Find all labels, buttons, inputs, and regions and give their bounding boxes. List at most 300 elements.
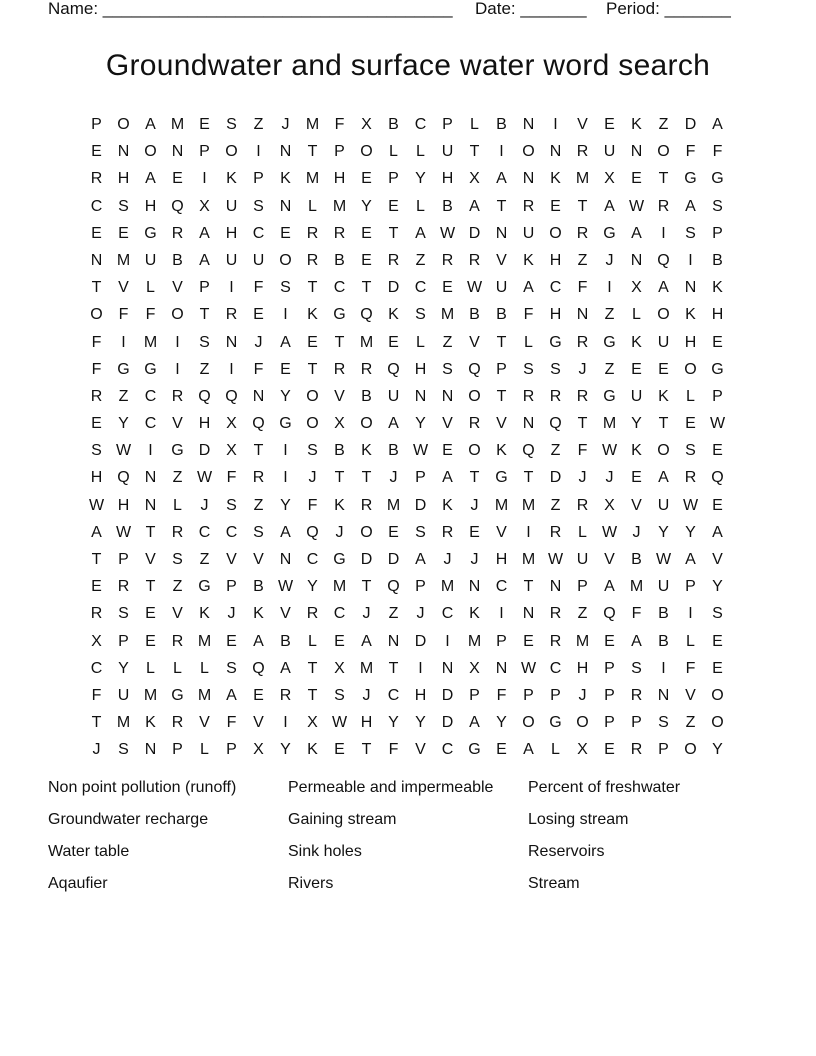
grid-letter: Y [685,523,696,541]
grid-letter: Y [415,170,426,188]
grid-letter: R [171,224,184,242]
grid-letter: J [605,251,614,269]
grid-letter: U [225,197,238,215]
grid-letter: M [575,632,590,650]
grid-letter: P [334,143,345,161]
grid-letter: N [279,143,292,161]
grid-letter: E [685,415,696,433]
grid-letter: O [306,387,319,405]
grid-letter: S [118,605,129,623]
word-item: Stream [528,875,580,892]
grid-letter: S [253,523,264,541]
grid-letter: O [576,714,589,732]
grid-letter: G [603,224,616,242]
grid-letter: T [577,415,588,433]
grid-letter: X [226,415,237,433]
grid-letter: Y [658,523,669,541]
grid-letter: C [495,578,508,596]
grid-letter: U [603,143,616,161]
grid-letter: Q [198,387,211,405]
grid-letter: Z [415,251,426,269]
grid-letter: L [308,632,317,650]
grid-letter: N [684,279,697,297]
grid-letter: N [468,578,481,596]
grid-letter: K [685,306,696,324]
grid-letter: A [199,251,210,269]
grid-letter: Z [685,714,696,732]
grid-letter: O [522,714,535,732]
grid-letter: Y [388,714,399,732]
grid-letter: G [333,551,346,568]
grid-letter: I [229,360,234,378]
grid-letter: C [144,387,157,405]
grid-letter: K [631,333,642,351]
grid-letter: P [118,551,129,568]
grid-letter: Y [280,741,291,759]
grid-letter: E [550,197,561,215]
grid-letter: N [495,659,508,677]
grid-letter: C [306,551,319,568]
grid-letter: E [469,523,480,541]
grid-letter: O [657,306,670,324]
grid-letter: F [388,741,399,759]
grid-letter: F [577,442,588,460]
grid-letter: H [144,197,157,215]
grid-letter: T [388,659,399,677]
grid-letter: Z [253,496,264,514]
grid-letter: O [549,224,562,242]
grid-letter: G [171,686,184,704]
grid-letter: H [684,333,697,351]
grid-letter: Q [252,415,265,433]
grid-letter: I [553,116,558,133]
grid-letter: R [171,632,184,650]
grid-letter: R [549,387,562,405]
grid-letter: P [523,686,534,704]
grid-letter: W [331,714,348,732]
grid-letter: U [657,496,670,514]
grid-letter: L [389,143,398,161]
grid-letter: R [333,360,346,378]
grid-letter: A [712,116,723,133]
grid-letter: H [90,469,103,487]
grid-letter: N [522,605,535,623]
grid-letter: U [630,387,643,405]
grid-letter: S [523,360,534,378]
grid-letter: U [657,333,670,351]
grid-letter: J [470,551,479,568]
word-list [48,778,768,906]
grid-letter: L [524,333,533,351]
grid-letter: O [522,143,535,161]
grid-letter: T [307,143,318,161]
grid-letter: U [252,251,265,269]
grid-letter: V [631,496,642,514]
grid-letter: H [549,306,562,324]
grid-letter: T [91,551,102,568]
grid-letter: U [441,143,454,161]
grid-letter: J [578,686,587,704]
grid-letter: P [442,116,453,133]
grid-letter: T [307,659,318,677]
grid-letter: V [496,251,507,269]
grid-letter: U [522,224,535,242]
grid-letter: P [172,741,183,759]
grid-letter: P [469,686,480,704]
grid-letter: C [252,224,265,242]
grid-letter: E [361,224,372,242]
grid-letter: K [388,306,399,324]
grid-letter: W [466,279,483,297]
grid-letter: V [334,387,345,405]
grid-letter: E [361,251,372,269]
grid-letter: T [307,279,318,297]
grid-letter: C [90,197,103,215]
grid-letter: L [146,659,155,677]
grid-letter: V [253,714,264,732]
grid-letter: D [414,632,427,650]
word-item: Sink holes [288,843,362,860]
grid-letter: Y [712,741,723,759]
grid-letter: P [604,659,615,677]
grid-letter: P [577,578,588,596]
grid-letter: R [171,387,184,405]
grid-letter: V [172,279,183,297]
grid-letter: R [441,251,454,269]
grid-letter: D [441,686,454,704]
grid-letter: J [362,686,371,704]
grid-letter: L [686,632,695,650]
grid-letter: L [416,197,425,215]
grid-letter: S [631,659,642,677]
grid-letter: O [468,442,481,460]
grid-letter: R [657,197,670,215]
grid-letter: E [523,632,534,650]
grid-letter: A [712,523,723,541]
grid-letter: B [253,578,264,596]
grid-letter: H [711,306,724,324]
grid-letter: M [521,496,536,514]
grid-letter: W [277,578,294,596]
grid-letter: N [630,143,643,161]
grid-letter: A [415,224,426,242]
grid-letter: G [711,170,724,188]
grid-letter: N [522,170,535,188]
grid-letter: K [280,170,291,188]
grid-letter: R [630,741,643,759]
grid-letter: N [495,224,508,242]
grid-letter: H [441,170,454,188]
grid-letter: O [279,251,292,269]
grid-letter: W [547,551,564,568]
grid-letter: L [470,116,479,133]
grid-letter: G [117,360,130,378]
grid-letter: S [712,605,723,623]
grid-letter: E [253,686,264,704]
grid-letter: I [688,605,693,623]
grid-letter: B [334,442,345,460]
grid-letter: M [440,306,455,324]
grid-letter: N [576,306,589,324]
grid-letter: E [388,523,399,541]
word-item: Water table [48,843,130,860]
grid-letter: R [279,686,292,704]
grid-letter: K [307,741,318,759]
grid-letter: F [685,659,696,677]
grid-letter: E [145,605,156,623]
grid-letter: P [388,170,399,188]
grid-letter: T [361,741,372,759]
grid-letter: O [711,714,724,732]
grid-letter: M [116,714,131,732]
grid-letter: V [496,523,507,541]
grid-letter: K [523,251,534,269]
grid-letter: E [361,170,372,188]
grid-letter: Y [280,387,291,405]
grid-letter: P [550,686,561,704]
grid-letter: I [661,224,666,242]
grid-letter: P [712,387,723,405]
grid-letter: D [441,714,454,732]
grid-letter: E [118,224,129,242]
grid-letter: T [361,578,372,596]
grid-letter: M [332,197,347,215]
grid-letter: T [496,387,507,405]
grid-letter: N [279,551,292,568]
grid-letter: G [684,170,697,188]
grid-letter: C [414,116,427,133]
grid-letter: A [631,224,642,242]
grid-letter: K [226,170,237,188]
grid-letter: J [443,551,452,568]
grid-letter: A [604,578,615,596]
grid-letter: Y [415,415,426,433]
grid-letter: N [144,741,157,759]
grid-letter: C [441,741,454,759]
grid-letter: V [415,741,426,759]
grid-letter: L [200,659,209,677]
grid-letter: E [712,442,723,460]
grid-letter: V [172,605,183,623]
grid-letter: P [118,632,129,650]
grid-letter: R [576,333,589,351]
grid-letter: V [469,333,480,351]
grid-letter: N [441,659,454,677]
grid-letter: Y [415,714,426,732]
grid-letter: S [118,741,129,759]
grid-letter: A [145,116,156,133]
grid-letter: A [91,523,102,541]
grid-letter: W [439,224,456,242]
grid-letter: M [197,632,212,650]
grid-letter: O [657,143,670,161]
grid-letter: C [549,279,562,297]
grid-letter: A [442,469,453,487]
grid-letter: R [630,686,643,704]
grid-letter: V [712,551,723,568]
grid-letter: U [657,578,670,596]
grid-letter: D [198,442,211,460]
student-info-header [48,0,748,20]
grid-letter: K [631,116,642,133]
name-field: Name: _____________________________________ [48,0,453,18]
grid-letter: F [91,360,102,378]
grid-letter: W [115,523,132,541]
grid-letter: O [711,686,724,704]
grid-letter: G [333,306,346,324]
grid-letter: Y [631,415,642,433]
grid-letter: H [360,714,373,732]
grid-letter: T [334,333,345,351]
grid-letter: Z [388,605,399,623]
grid-letter: K [631,442,642,460]
grid-letter: K [658,387,669,405]
grid-letter: Q [252,659,265,677]
grid-letter: T [496,197,507,215]
grid-letter: G [603,387,616,405]
grid-letter: Z [577,251,588,269]
grid-letter: L [173,496,182,514]
grid-letter: Z [658,116,669,133]
grid-letter: S [91,442,102,460]
grid-letter: J [200,496,209,514]
grid-letter: A [280,523,291,541]
grid-letter: E [604,741,615,759]
grid-letter: C [198,523,211,541]
grid-letter: K [496,442,507,460]
grid-letter: R [549,605,562,623]
grid-letter: H [576,659,589,677]
grid-letter: Q [387,578,400,596]
grid-letter: I [148,442,153,460]
grid-letter: R [549,523,562,541]
grid-letter: P [604,714,615,732]
grid-letter: Z [199,551,210,568]
grid-letter: Q [549,415,562,433]
grid-letter: E [253,306,264,324]
grid-letter: Q [468,360,481,378]
grid-letter: I [499,143,504,161]
grid-letter: X [604,170,615,188]
grid-letter: X [199,197,210,215]
grid-letter: M [170,116,185,133]
grid-letter: S [199,333,210,351]
grid-letter: R [333,224,346,242]
grid-letter: B [631,551,642,568]
grid-letter: T [388,224,399,242]
grid-letter: I [256,143,261,161]
grid-letter: Z [253,116,264,133]
grid-letter: P [658,741,669,759]
grid-letter: F [496,686,507,704]
grid-letter: K [334,496,345,514]
grid-letter: A [631,632,642,650]
grid-letter: O [90,306,103,324]
grid-letter: V [145,551,156,568]
grid-letter: T [523,469,534,487]
grid-letter: D [684,116,697,133]
grid-letter: Y [118,659,129,677]
grid-letter: T [145,578,156,596]
grid-letter: B [388,116,399,133]
grid-letter: M [602,415,617,433]
grid-letter: G [279,415,292,433]
grid-letter: M [440,578,455,596]
grid-letter: A [523,279,534,297]
grid-letter: A [685,551,696,568]
grid-letter: J [308,469,317,487]
grid-letter: W [682,496,699,514]
grid-letter: I [418,659,423,677]
grid-letter: W [628,197,645,215]
grid-letter: O [360,143,373,161]
grid-letter: T [145,523,156,541]
word-search-grid [83,111,731,764]
grid-letter: P [415,578,426,596]
grid-letter: T [469,143,480,161]
grid-letter: N [549,578,562,596]
grid-letter: O [171,306,184,324]
grid-letter: Z [604,306,615,324]
grid-letter: E [442,279,453,297]
grid-letter: R [360,360,373,378]
grid-letter: F [685,143,696,161]
grid-letter: H [198,415,211,433]
grid-letter: N [441,387,454,405]
grid-letter: M [359,333,374,351]
grid-letter: T [199,306,210,324]
grid-letter: R [576,143,589,161]
grid-letter: O [684,360,697,378]
grid-letter: R [306,605,319,623]
grid-letter: E [712,496,723,514]
grid-letter: T [361,279,372,297]
grid-letter: A [388,415,399,433]
grid-letter: U [144,251,157,269]
grid-letter: K [199,605,210,623]
grid-letter: Q [360,306,373,324]
grid-letter: N [144,469,157,487]
grid-letter: Z [577,605,588,623]
grid-letter: J [632,523,641,541]
grid-letter: I [526,523,531,541]
grid-letter: N [387,632,400,650]
grid-letter: R [117,578,130,596]
grid-letter: V [604,551,615,568]
grid-letter: N [171,143,184,161]
grid-letter: N [630,251,643,269]
grid-letter: Y [118,415,129,433]
grid-letter: N [252,387,265,405]
grid-letter: P [226,741,237,759]
grid-letter: M [197,686,212,704]
grid-letter: F [253,360,264,378]
grid-letter: C [333,279,346,297]
grid-letter: S [226,496,237,514]
grid-letter: U [495,279,508,297]
grid-letter: G [603,333,616,351]
grid-letter: E [307,333,318,351]
grid-letter: F [712,143,723,161]
grid-letter: X [361,116,372,133]
grid-letter: X [469,659,480,677]
grid-letter: S [685,224,696,242]
grid-letter: R [549,632,562,650]
grid-letter: M [359,659,374,677]
grid-letter: R [468,251,481,269]
grid-letter: C [225,523,238,541]
grid-letter: W [88,496,105,514]
